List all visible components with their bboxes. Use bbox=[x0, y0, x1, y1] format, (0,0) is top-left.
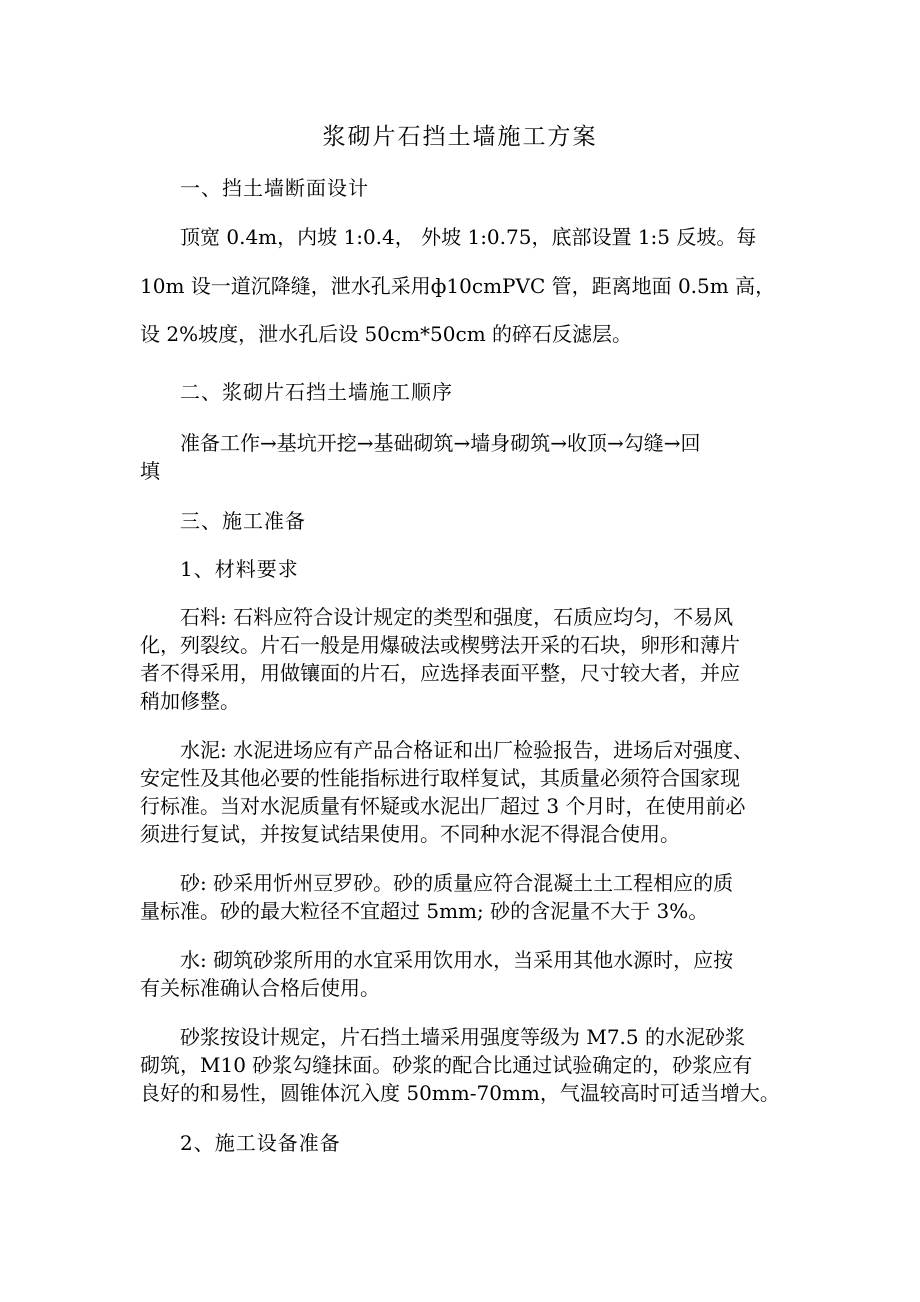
paragraph-line: 有关标准确认合格后使用。 bbox=[140, 976, 380, 1000]
paragraph-line: 准备工作→基坑开挖→基础砌筑→墙身砌筑→收顶→勾缝→回 bbox=[180, 431, 701, 455]
paragraph-line: 须进行复试，并按复试结果使用。不同种水泥不得混合使用。 bbox=[140, 822, 680, 846]
paragraph-line: 水泥: 水泥进场应有产品合格证和出厂检验报告，进场后对强度、 bbox=[180, 738, 754, 762]
section-heading-1: 一、挡土墙断面设计 bbox=[180, 176, 369, 200]
paragraph-line: 化，列裂纹。片石一般是用爆破法或楔劈法开采的石块，卵形和薄片 bbox=[140, 633, 740, 657]
paragraph-line: 顶宽 0.4m，内坡 1:0.4， 外坡 1:0.75，底部设置 1:5 反坡。每 bbox=[180, 225, 757, 249]
paragraph-line: 砌筑，M10 砂浆勾缝抹面。砂浆的配合比通过试验确定的，砂浆应有 bbox=[140, 1053, 753, 1077]
paragraph-line: 石料: 石料应符合设计规定的类型和强度，石质应均匀，不易风 bbox=[180, 605, 734, 629]
paragraph-line: 水: 砌筑砂浆所用的水宜采用饮用水，当采用其他水源时，应按 bbox=[180, 948, 734, 972]
paragraph-line: 行标准。当对水泥质量有怀疑或水泥出厂超过 3 个月时，在使用前必 bbox=[140, 794, 746, 818]
paragraph-line: 砂: 砂采用忻州豆罗砂。砂的质量应符合混凝土土工程相应的质 bbox=[180, 871, 734, 895]
section-heading-2: 二、浆砌片石挡土墙施工顺序 bbox=[180, 380, 453, 404]
paragraph-line: 量标准。砂的最大粒径不宜超过 5mm; 砂的含泥量不大于 3%。 bbox=[140, 899, 709, 923]
section-heading-3: 三、施工准备 bbox=[180, 509, 306, 533]
paragraph-line: 填 bbox=[140, 459, 160, 483]
paragraph-line: 良好的和易性，圆锥体沉入度 50mm-70mm，气温较高时可适当增大。 bbox=[140, 1081, 780, 1105]
subsection-heading-materials: 1、材料要求 bbox=[180, 557, 299, 581]
document-title: 浆砌片石挡土墙施工方案 bbox=[322, 124, 598, 150]
paragraph-line: 10m 设一道沉降缝，泄水孔采用ф10cmPVC 管，距离地面 0.5m 高， bbox=[140, 274, 776, 298]
paragraph-line: 设 2%坡度，泄水孔后设 50cm*50cm 的碎石反滤层。 bbox=[140, 322, 633, 346]
paragraph-line: 砂浆按设计规定，片石挡土墙采用强度等级为 M7.5 的水泥砂浆 bbox=[180, 1025, 745, 1049]
subsection-heading-equipment: 2、施工设备准备 bbox=[180, 1131, 341, 1155]
paragraph-line: 安定性及其他必要的性能指标进行取样复试，其质量必须符合国家现 bbox=[140, 766, 740, 790]
paragraph-line: 稍加修整。 bbox=[140, 689, 240, 713]
paragraph-line: 者不得采用，用做镶面的片石，应选择表面平整，尺寸较大者，并应 bbox=[140, 661, 740, 685]
